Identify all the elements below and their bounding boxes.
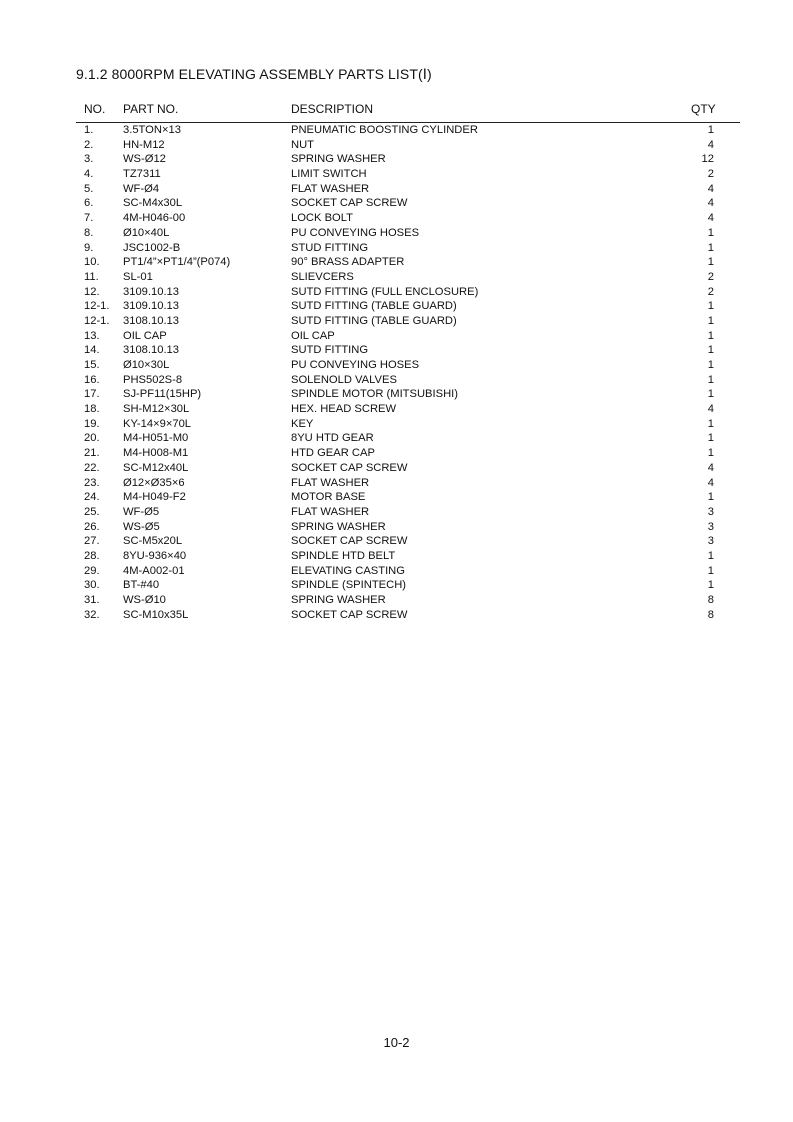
cell-qty: 1 <box>707 432 714 445</box>
cell-part-no: PT1/4”×PT1/4”(P074) <box>123 256 231 269</box>
table-row <box>76 241 740 256</box>
cell-qty: 1 <box>707 300 714 313</box>
cell-part-no: SL-01 <box>123 270 153 283</box>
cell-no: 1. <box>84 124 94 136</box>
cell-description: PU CONVEYING HOSES <box>291 226 420 239</box>
table-row <box>76 314 740 329</box>
cell-part-no: WF-Ø4 <box>123 182 160 195</box>
cell-description: LIMIT SWITCH <box>291 168 367 181</box>
cell-qty: 4 <box>707 197 714 210</box>
table-row <box>76 182 740 197</box>
cell-description: PU CONVEYING HOSES <box>291 359 420 371</box>
cell-description: OIL CAP <box>291 329 335 342</box>
cell-part-no: JSC1002-B <box>123 241 181 254</box>
cell-qty: 1 <box>707 388 714 401</box>
cell-description: SOCKET CAP SCREW <box>291 535 408 548</box>
cell-qty: 4 <box>707 476 714 489</box>
cell-description: MOTOR BASE <box>291 491 366 504</box>
table-row <box>76 299 740 314</box>
cell-no: 20. <box>84 432 100 445</box>
cell-description: SPRING WASHER <box>291 153 386 166</box>
cell-qty: 1 <box>707 241 714 254</box>
cell-no: 19. <box>84 417 100 430</box>
table-row <box>76 226 740 241</box>
cell-description: 8YU HTD GEAR <box>291 432 374 445</box>
cell-no: 11. <box>84 270 99 283</box>
column-header-qty: QTY <box>691 102 716 116</box>
cell-qty: 1 <box>707 417 714 430</box>
cell-no: 13. <box>84 329 100 342</box>
cell-part-no: Ø12×Ø35×6 <box>123 476 185 489</box>
cell-qty: 1 <box>707 124 714 136</box>
cell-part-no: 3108.10.13 <box>123 314 179 327</box>
cell-part-no: 8YU-936×40 <box>123 549 187 562</box>
cell-description: SPRING WASHER <box>291 594 386 606</box>
cell-description: SLIEVCERS <box>291 270 354 283</box>
cell-qty: 1 <box>707 359 714 371</box>
cell-qty: 1 <box>707 373 714 386</box>
table-row <box>76 402 740 417</box>
cell-no: 32. <box>84 608 100 621</box>
cell-part-no: Ø10×30L <box>123 359 170 371</box>
cell-description: PNEUMATIC BOOSTING CYLINDER <box>291 124 478 136</box>
cell-part-no: 3109.10.13 <box>123 285 179 298</box>
cell-no: 9. <box>84 241 94 254</box>
cell-part-no: KY-14×9×70L <box>123 417 192 430</box>
table-row <box>76 152 740 167</box>
table-row <box>76 196 740 211</box>
cell-description: FLAT WASHER <box>291 476 370 489</box>
table-row <box>76 593 740 608</box>
cell-no: 31. <box>84 594 100 606</box>
cell-no: 7. <box>84 212 94 225</box>
table-row <box>76 578 740 593</box>
cell-description: STUD FITTING <box>291 241 369 254</box>
table-row <box>76 431 740 446</box>
table-row <box>76 343 740 358</box>
cell-description: ELEVATING CASTING <box>291 564 405 577</box>
cell-part-no: OIL CAP <box>123 329 167 342</box>
cell-no: 24. <box>84 491 100 504</box>
cell-no: 27. <box>84 535 100 548</box>
cell-no: 6. <box>84 197 94 210</box>
cell-part-no: SJ-PF11(15HP) <box>123 388 202 401</box>
table-row <box>76 167 740 182</box>
cell-no: 30. <box>84 579 100 592</box>
parts-table <box>76 123 740 622</box>
cell-qty: 1 <box>707 256 714 269</box>
cell-no: 12-1. <box>84 314 110 327</box>
cell-description: FLAT WASHER <box>291 505 370 518</box>
cell-no: 16. <box>84 373 100 386</box>
cell-part-no: M4-H049-F2 <box>123 491 186 504</box>
cell-part-no: 4M-A002-01 <box>123 564 185 577</box>
table-row <box>76 446 740 461</box>
table-row <box>76 476 740 491</box>
cell-qty: 8 <box>707 608 714 621</box>
cell-no: 21. <box>84 447 100 460</box>
cell-qty: 1 <box>707 564 714 577</box>
table-row <box>76 490 740 505</box>
parts-table-header <box>76 101 740 123</box>
cell-part-no: WS-Ø10 <box>123 594 166 606</box>
cell-description: NUT <box>291 138 314 151</box>
cell-qty: 1 <box>707 579 714 592</box>
cell-description: KEY <box>291 417 314 430</box>
cell-qty: 4 <box>707 138 714 151</box>
cell-part-no: 4M-H046-00 <box>123 212 186 225</box>
table-row <box>76 608 740 623</box>
cell-description: HTD GEAR CAP <box>291 447 375 460</box>
cell-part-no: WS-Ø5 <box>123 520 160 533</box>
cell-description: SUTD FITTING <box>291 344 369 357</box>
table-row <box>76 138 740 153</box>
page-title: 9.1.2 8000RPM ELEVATING ASSEMBLY PARTS LIST(Ⅰ) <box>76 66 432 82</box>
cell-no: 14. <box>84 344 100 357</box>
cell-description: 90° BRASS ADAPTER <box>291 256 405 269</box>
table-row <box>76 461 740 476</box>
cell-part-no: SC-M5x20L <box>123 535 183 548</box>
cell-description: SPINDLE MOTOR (MITSUBISHI) <box>291 388 458 401</box>
cell-qty: 1 <box>707 447 714 460</box>
table-row <box>76 373 740 388</box>
table-row <box>76 123 740 138</box>
table-row <box>76 417 740 432</box>
cell-no: 23. <box>84 476 100 489</box>
cell-qty: 3 <box>707 535 714 548</box>
cell-part-no: 3.5TON×13 <box>123 124 181 136</box>
cell-no: 10. <box>84 256 100 269</box>
table-row <box>76 549 740 564</box>
cell-no: 8. <box>84 226 94 239</box>
cell-qty: 1 <box>707 329 714 342</box>
cell-part-no: SC-M12x40L <box>123 461 189 474</box>
cell-no: 22. <box>84 461 100 474</box>
cell-no: 2. <box>84 138 94 151</box>
cell-qty: 1 <box>707 549 714 562</box>
table-row <box>76 358 740 373</box>
cell-part-no: M4-H051-M0 <box>123 432 189 445</box>
cell-part-no: M4-H008-M1 <box>123 447 189 460</box>
cell-qty: 2 <box>707 270 714 283</box>
cell-qty: 4 <box>707 403 714 416</box>
cell-part-no: BT-#40 <box>123 579 160 592</box>
column-header-description: DESCRIPTION <box>291 102 374 116</box>
column-header-no: NO. <box>84 102 106 116</box>
table-row <box>76 505 740 520</box>
cell-qty: 1 <box>707 314 714 327</box>
cell-qty: 4 <box>707 182 714 195</box>
cell-qty: 1 <box>707 491 714 504</box>
cell-description: SOCKET CAP SCREW <box>291 197 408 210</box>
cell-no: 25. <box>84 505 100 518</box>
cell-description: SOCKET CAP SCREW <box>291 461 408 474</box>
cell-description: SUTD FITTING (FULL ENCLOSURE) <box>291 285 479 298</box>
cell-qty: 8 <box>707 594 714 606</box>
cell-description: SPRING WASHER <box>291 520 386 533</box>
cell-part-no: WS-Ø12 <box>123 153 166 166</box>
table-row <box>76 520 740 535</box>
cell-no: 28. <box>84 549 100 562</box>
table-row <box>76 255 740 270</box>
cell-description: SUTD FITTING (TABLE GUARD) <box>291 314 457 327</box>
cell-no: 3. <box>84 153 94 166</box>
cell-no: 15. <box>84 359 100 371</box>
cell-qty: 2 <box>707 285 714 298</box>
table-row <box>76 534 740 549</box>
cell-part-no: SC-M4x30L <box>123 197 183 210</box>
cell-qty: 12 <box>701 153 714 166</box>
cell-description: LOCK BOLT <box>291 212 353 225</box>
cell-qty: 3 <box>707 520 714 533</box>
table-row <box>76 211 740 226</box>
cell-part-no: SC-M10x35L <box>123 608 189 621</box>
cell-part-no: Ø10×40L <box>123 226 170 239</box>
cell-part-no: PHS502S-8 <box>123 373 183 386</box>
page-number: 10-2 <box>383 1035 410 1050</box>
cell-no: 12. <box>84 285 100 298</box>
cell-description: SOLENOLD VALVES <box>291 373 397 386</box>
cell-description: FLAT WASHER <box>291 182 370 195</box>
table-row <box>76 285 740 300</box>
table-row <box>76 564 740 579</box>
column-header-part-no: PART NO. <box>123 102 179 116</box>
cell-part-no: HN-M12 <box>123 138 165 151</box>
cell-qty: 2 <box>707 168 714 181</box>
table-row <box>76 387 740 402</box>
table-row <box>76 329 740 344</box>
cell-no: 18. <box>84 403 100 416</box>
cell-no: 5. <box>84 182 94 195</box>
cell-qty: 1 <box>707 344 714 357</box>
cell-qty: 4 <box>707 212 714 225</box>
cell-description: SPINDLE (SPINTECH) <box>291 579 406 592</box>
cell-no: 4. <box>84 168 94 181</box>
table-row <box>76 270 740 285</box>
cell-part-no: 3108.10.13 <box>123 344 179 357</box>
cell-no: 26. <box>84 520 100 533</box>
cell-part-no: SH-M12×30L <box>123 403 190 416</box>
cell-description: SUTD FITTING (TABLE GUARD) <box>291 300 457 313</box>
cell-no: 12-1. <box>84 300 110 313</box>
cell-description: HEX. HEAD SCREW <box>291 403 397 416</box>
cell-description: SOCKET CAP SCREW <box>291 608 408 621</box>
cell-qty: 4 <box>707 461 714 474</box>
cell-part-no: 3109.10.13 <box>123 300 179 313</box>
cell-no: 17. <box>84 388 100 401</box>
cell-part-no: WF-Ø5 <box>123 505 160 518</box>
cell-description: SPINDLE HTD BELT <box>291 549 396 562</box>
cell-qty: 3 <box>707 505 714 518</box>
cell-qty: 1 <box>707 226 714 239</box>
cell-part-no: TZ7311 <box>123 168 161 181</box>
cell-no: 29. <box>84 564 100 577</box>
